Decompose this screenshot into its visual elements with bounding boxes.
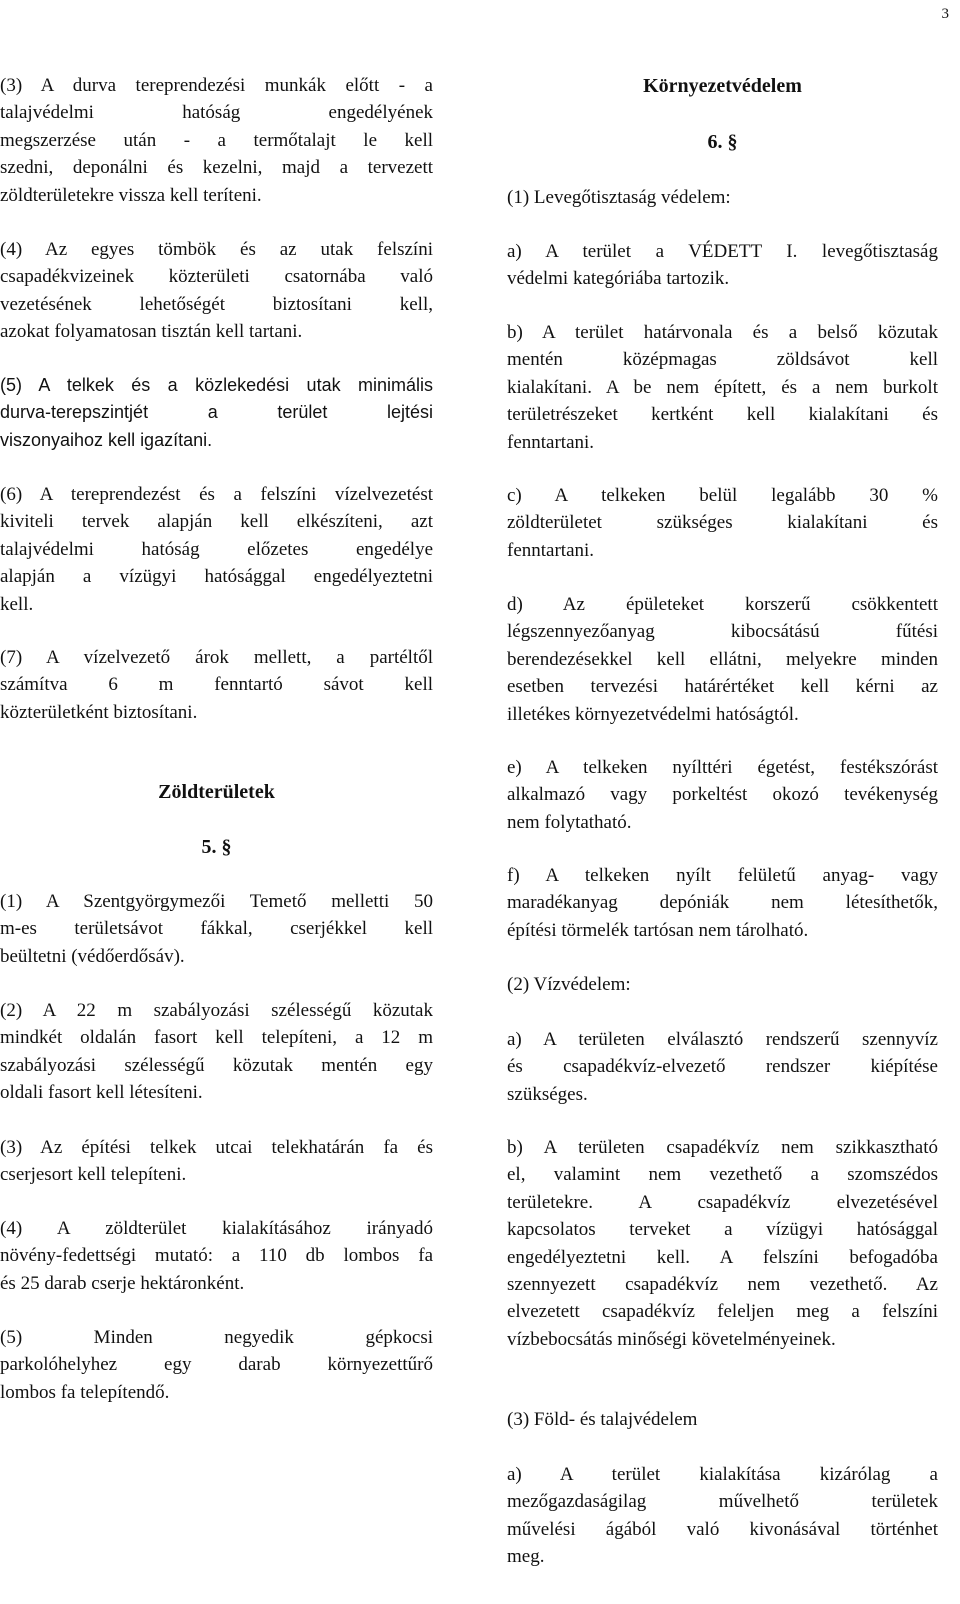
text-line: kell.: [0, 593, 34, 615]
section-heading-zoldteruletek: Zöldterületek: [158, 781, 275, 803]
text-line: mezőgazdaságilag művelhető területek: [507, 1491, 938, 1513]
text-line: zöldterületet szükséges kialakítani és: [507, 512, 938, 534]
text-line: szennyezett csapadékvíz nem vezethető. Az: [507, 1274, 938, 1296]
text-line: elvezetett csapadékvíz feleljen meg a felszíni: [507, 1301, 938, 1323]
text-line: talajvédelmi hatóság engedélyének: [0, 102, 433, 124]
text-line: parkolóhelyhez egy darab környezettűrő: [0, 1354, 433, 1376]
text-line: légszennyezőanyag kibocsátású fűtési: [507, 621, 938, 643]
text-line: mentén középmagas zöldsávot kell: [507, 349, 938, 371]
page-number: 3: [941, 6, 949, 22]
text-line: szedni, deponálni és kezelni, majd a tervezett: [0, 157, 433, 179]
paragraph-left-4: [0, 236, 433, 346]
paragraph-left-3: [0, 72, 433, 209]
paragraph-z3: [0, 1134, 433, 1189]
text-line: zöldterületekre vissza kell teríteni.: [0, 184, 262, 206]
text-line: a) A terület a VÉDETT I. levegőtisztaság: [507, 241, 938, 262]
paragraph-soil-a: [507, 1461, 938, 1571]
paragraph-left-7: [0, 644, 433, 726]
text-line: m-es területsávot fákkal, cserjékkel kell: [0, 918, 433, 940]
paragraph-z5: [0, 1324, 433, 1406]
text-line: alkalmazó vagy porkeltést okozó tevékenység: [507, 784, 938, 806]
text-line: vízbebocsátás minőségi követelményeinek.: [507, 1328, 836, 1350]
text-line: szabályozási szélességű közutak mentén egy: [0, 1054, 433, 1076]
text-line: a) A terület kialakítása kizárólag a: [507, 1464, 938, 1485]
text-line: engedélyeztetni kell. A felszíni befogadóba: [507, 1246, 938, 1268]
text-line: f) A telkeken nyílt felületű anyag- vagy: [507, 865, 938, 886]
text-line: (7) A vízelvezető árok mellett, a partéltől: [0, 647, 433, 668]
text-line: közterületként biztosítani.: [0, 701, 198, 723]
text-line: beültetni (védőerdősáv).: [0, 945, 185, 967]
paragraph-water-a: [507, 1026, 938, 1108]
text-line: (3) A durva tereprendezési munkák előtt - a: [0, 75, 433, 96]
paragraph-air-d: [507, 591, 938, 728]
paragraph-left-6: [0, 481, 433, 618]
text-line: meg.: [507, 1546, 545, 1568]
paragraph-air-c: [507, 482, 938, 564]
text-line: lombos fa telepítendő.: [0, 1381, 170, 1403]
text-line: (5) A telkek és a közlekedési utak minimális: [0, 375, 433, 395]
text-line: esetben tervezési határértéket kell kérni az: [507, 676, 938, 698]
text-line: cserjesort kell telepíteni.: [0, 1164, 187, 1186]
text-line: kapcsolatos terveket a vízügyi hatósággal: [507, 1219, 938, 1241]
text-line: megszerzése után - a termőtalajt le kell: [0, 129, 433, 151]
text-line: c) A telkeken belül legalább 30 %: [507, 485, 938, 506]
paragraph-air-a: [507, 238, 938, 293]
text-line: nem folytatható.: [507, 811, 632, 833]
subheading-fold-talajvedelem: (3) Föld- és talajvédelem: [507, 1409, 698, 1430]
text-line: vezetésének lehetőségét biztosítani kell,: [0, 293, 433, 315]
text-line: b) A terület határvonala és a belső közutak: [507, 322, 938, 343]
text-line: területrészeket kertként kell kialakítani és: [507, 404, 938, 426]
section-heading-kornyezetvedelem: Környezetvédelem: [643, 75, 802, 97]
subheading-vizvedelem: (2) Vízvédelem:: [507, 974, 631, 995]
text-line: b) A területen csapadékvíz nem szikkasztható: [507, 1137, 938, 1158]
text-line: el, valamint nem vezethető a szomszédos: [507, 1164, 938, 1186]
paragraph-water-b: [507, 1134, 938, 1353]
text-line: (3) Az építési telkek utcai telekhatárán fa és: [0, 1137, 433, 1158]
text-line: növény-fedettségi mutató: a 110 db lombos fa: [0, 1245, 433, 1267]
text-line: illetékes környezetvédelmi hatóságtól.: [507, 703, 799, 725]
text-line: a) A területen elválasztó rendszerű szennyvíz: [507, 1029, 938, 1050]
text-line: maradékanyag depóniák nem létesíthetők,: [507, 892, 938, 914]
text-line: berendezésekkel kell ellátni, melyekre minden: [507, 648, 938, 670]
section-number-6: 6. §: [707, 131, 738, 153]
paragraph-left-5: [0, 372, 433, 454]
paragraph-z4: [0, 1215, 433, 1297]
text-line: (4) A zöldterület kialakításához irányadó: [0, 1218, 433, 1239]
text-line: kialakítani. A be nem épített, és a nem burkolt: [507, 376, 938, 398]
text-line: alapján a vízügyi hatósággal engedélyeztetni: [0, 566, 433, 588]
text-line: számítva 6 m fenntartó sávot kell: [0, 674, 433, 696]
text-line: szükséges.: [507, 1083, 588, 1105]
text-line: fenntartani.: [507, 539, 595, 561]
text-line: építési törmelék tartósan nem tárolható.: [507, 919, 809, 941]
subheading-levegotisztasag: (1) Levegőtisztaság védelem:: [507, 187, 731, 208]
text-line: viszonyaihoz kell igazítani.: [0, 429, 213, 450]
text-line: (5) Minden negyedik gépkocsi: [0, 1327, 433, 1348]
text-line: és 25 darab cserje hektáronként.: [0, 1272, 245, 1294]
text-line: azokat folyamatosan tisztán kell tartani.: [0, 321, 303, 343]
text-line: területekre. A csapadékvíz elvezetésével: [507, 1191, 938, 1213]
text-line: és csapadékvíz-elvezető rendszer kiépítése: [507, 1056, 938, 1078]
text-line: oldali fasort kell létesíteni.: [0, 1082, 203, 1104]
text-line: (1) A Szentgyörgymezői Temető melletti 50: [0, 891, 433, 912]
text-line: mindkét oldalán fasort kell telepíteni, a 12 m: [0, 1027, 433, 1049]
paragraph-z1: [0, 888, 433, 970]
paragraph-z2: [0, 997, 433, 1107]
text-line: csapadékvizeinek közterületi csatornába való: [0, 266, 433, 288]
text-line: (4) Az egyes tömbök és az utak felszíni: [0, 239, 433, 260]
paragraph-air-f: [507, 862, 938, 944]
text-line: (6) A tereprendezést és a felszíni vízelvezetést: [0, 484, 433, 505]
paragraph-air-e: [507, 754, 938, 836]
text-line: művelési ágából való kivonásával történhet: [507, 1518, 938, 1540]
section-number-5: 5. §: [201, 836, 232, 858]
text-line: kiviteli tervek alapján kell elkészíteni, azt: [0, 511, 433, 533]
paragraph-air-b: [507, 319, 938, 456]
text-line: talajvédelmi hatóság előzetes engedélye: [0, 538, 433, 560]
text-line: fenntartani.: [507, 431, 595, 453]
text-line: e) A telkeken nyílttéri égetést, festékszórást: [507, 757, 938, 778]
text-line: d) Az épületeket korszerű csökkentett: [507, 594, 938, 615]
text-line: (2) A 22 m szabályozási szélességű közutak: [0, 1000, 433, 1021]
text-line: durva-terepszintjét a terület lejtési: [0, 402, 433, 423]
text-line: védelmi kategóriába tartozik.: [507, 268, 730, 290]
